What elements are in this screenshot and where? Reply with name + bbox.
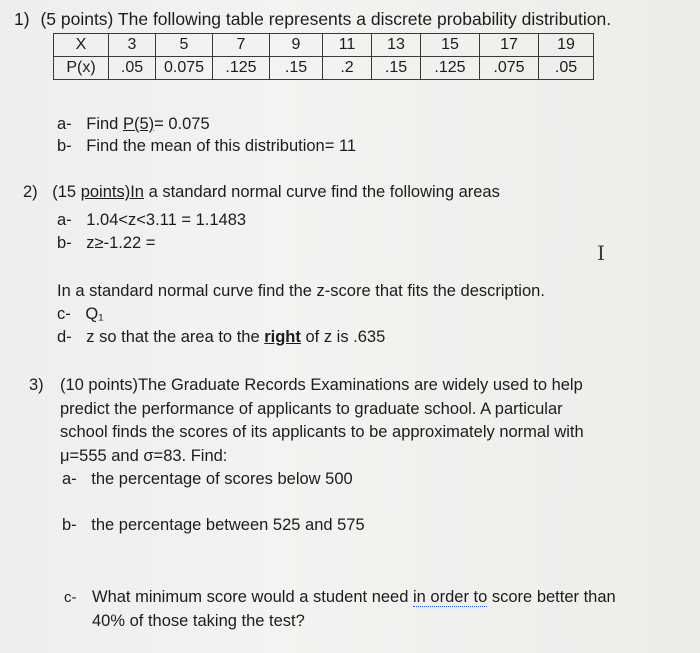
item-text-pre: z so that the area to the <box>86 328 265 346</box>
item-marker: b- <box>57 137 72 155</box>
table-cell: .125 <box>213 57 270 80</box>
table-cell: .15 <box>372 57 421 80</box>
item-text: Q₁ <box>85 305 104 323</box>
question-3c-text <box>92 586 616 633</box>
table-cell: .2 <box>323 57 372 80</box>
question-3c-line1 <box>92 586 616 610</box>
right-emphasis: right <box>264 328 301 346</box>
p5-notation: P(5) <box>122 115 155 133</box>
item-text: the percentage of scores below 500 <box>91 470 353 488</box>
item-marker: b- <box>62 516 77 534</box>
question-3c <box>64 586 77 610</box>
question-2b <box>57 234 155 253</box>
item-marker: d- <box>57 328 72 346</box>
table-cell: 13 <box>372 34 421 57</box>
table-cell: 11 <box>323 34 372 57</box>
table-cell: .05 <box>539 57 594 80</box>
question-1-title: (5 points) The following table represents a discrete probability distribution. <box>40 9 612 29</box>
item-marker: a- <box>62 470 77 488</box>
table-cell: 7 <box>213 34 270 57</box>
question-2-header <box>23 183 500 202</box>
question-2-title-post: a standard normal curve find the following areas <box>144 183 500 201</box>
item-marker: a- <box>57 115 72 133</box>
question-2-intro: In a standard normal curve find the z-score that fits the description. <box>57 282 545 300</box>
item-text: 1.04<z<3.11 = 1.1483 <box>86 211 247 229</box>
table-cell: .05 <box>109 57 156 80</box>
question-1b <box>57 137 356 156</box>
table-cell: .125 <box>421 57 480 80</box>
question-2d <box>57 328 385 347</box>
question-3a <box>62 470 353 489</box>
question-1a <box>57 115 210 134</box>
question-3-text <box>60 374 584 468</box>
table-cell: .075 <box>480 57 539 80</box>
item-text: z≥-1.22 = <box>86 234 156 252</box>
spellcheck-underlined-phrase: in order to <box>413 588 488 606</box>
question-2a <box>57 211 246 230</box>
table-cell: 15 <box>421 34 480 57</box>
table-cell: 17 <box>480 34 539 57</box>
item-text: Find <box>86 115 123 133</box>
item-answer: = 0.075 <box>154 115 210 133</box>
table-cell: 19 <box>539 34 594 57</box>
table-row-x <box>54 34 594 57</box>
question-1-header <box>14 9 611 30</box>
question-3-number: 3) <box>29 376 44 394</box>
item-text-pre: What minimum score would a student need <box>92 588 413 606</box>
question-3c-line2: 40% of those taking the test? <box>92 611 305 630</box>
item-marker: c- <box>57 305 71 323</box>
item-marker: a- <box>57 211 72 229</box>
table-header-x: X <box>54 34 109 57</box>
table-header-p: P(x) <box>54 57 109 80</box>
item-marker: c- <box>64 589 77 606</box>
item-marker: b- <box>57 234 72 252</box>
question-2-number: 2) <box>23 183 38 201</box>
table-cell: 3 <box>109 34 156 57</box>
table-cell: 5 <box>156 34 213 57</box>
question-3-line: predict the performance of applicants to graduate school. A particular <box>60 399 563 418</box>
item-text-post: score better than <box>487 588 616 606</box>
item-text-post: of z is .635 <box>300 328 386 346</box>
table-row-p <box>54 57 594 80</box>
question-2-title-pre: (15 <box>52 183 81 201</box>
question-3b <box>62 516 365 535</box>
probability-table <box>53 33 594 80</box>
text-cursor-icon: I <box>597 241 605 265</box>
table-cell: 9 <box>270 34 323 57</box>
question-1-number: 1) <box>14 9 30 29</box>
item-text: the percentage between 525 and 575 <box>91 516 365 534</box>
question-2c <box>57 305 104 324</box>
question-3-line: (10 points)The Graduate Records Examinations are widely used to help <box>60 376 583 394</box>
question-3-line: school finds the scores of its applicants to be approximately normal with <box>60 423 584 441</box>
item-text: Find the mean of this distribution= 11 <box>86 137 357 155</box>
question-3-line: μ=555 and σ=83. Find: <box>60 446 228 465</box>
table-cell: 0.075 <box>156 57 213 80</box>
question-2-title-underlined: points)In <box>80 183 144 201</box>
table-cell: .15 <box>270 57 323 80</box>
